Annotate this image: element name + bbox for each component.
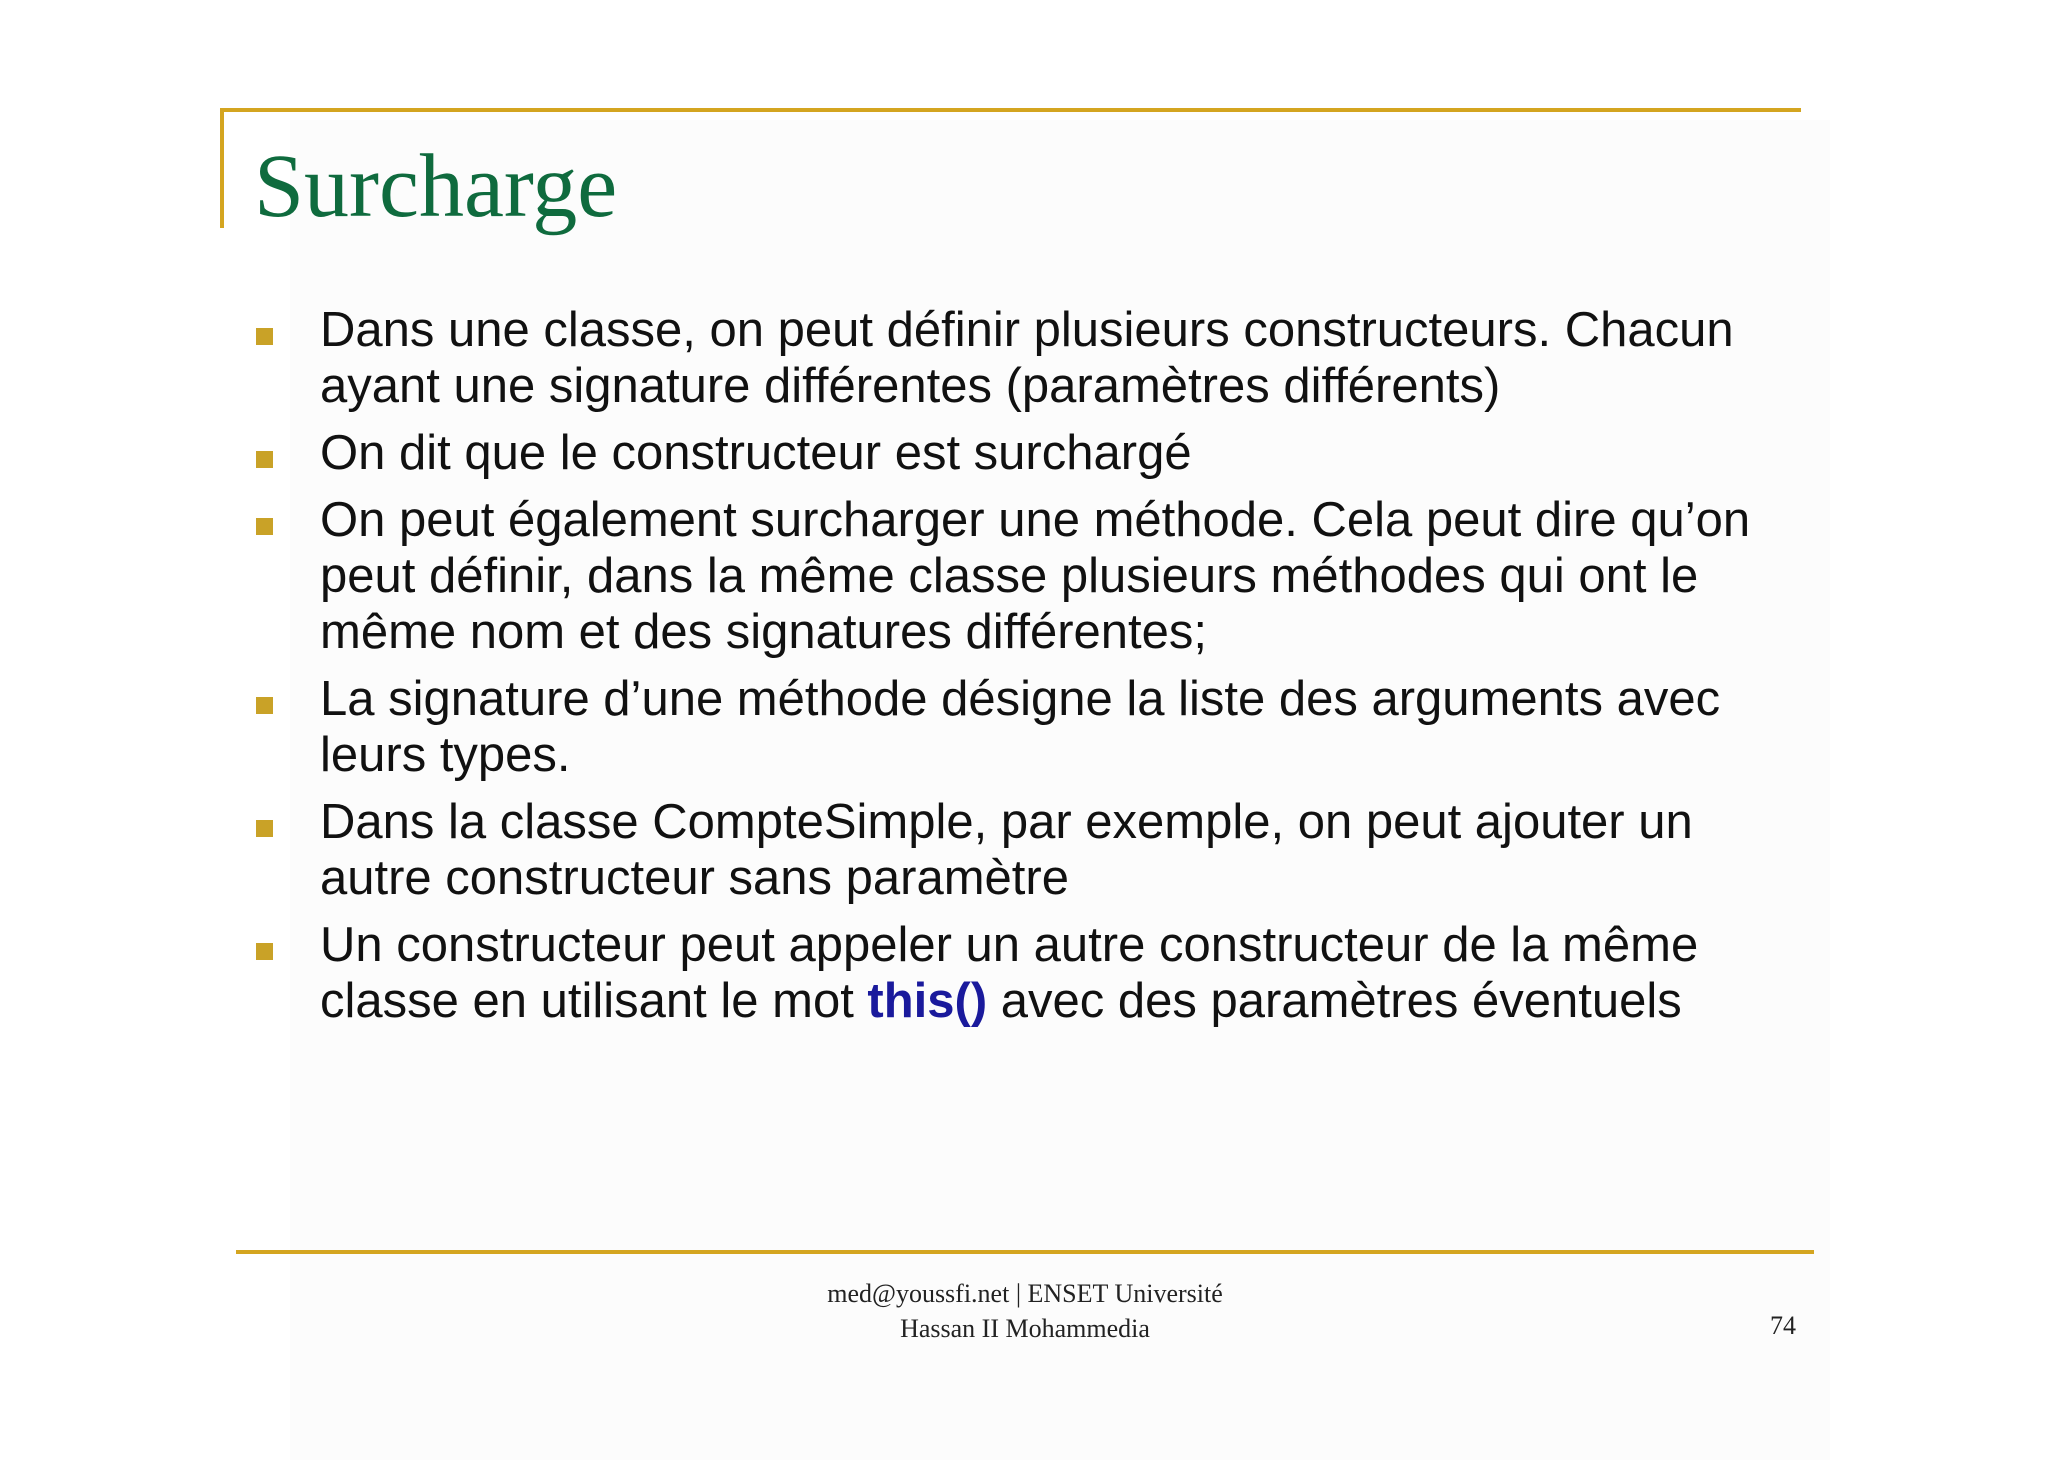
square-bullet-icon: [256, 451, 273, 468]
bullet-item: [252, 302, 1812, 414]
bullet-text: On dit que le constructeur est surchargé: [320, 426, 1192, 480]
bullet-text: La signature d’une méthode désigne la liste des arguments avec leurs types.: [320, 672, 1721, 782]
bullet-text-after: avec des paramètres éventuels: [987, 974, 1682, 1028]
title-frame-top-rule: [220, 108, 1801, 112]
square-bullet-icon: [256, 328, 273, 345]
title-frame-left-rule: [220, 108, 224, 228]
bullet-text: Dans la classe CompteSimple, par exemple, on peut ajouter un autre constructeur sans paramètre: [320, 795, 1693, 905]
bullet-item: [252, 425, 1812, 481]
bullet-item: [252, 917, 1812, 1029]
bullet-text: [320, 918, 1698, 1028]
square-bullet-icon: [256, 518, 273, 535]
page-number: 74: [1770, 1311, 1796, 1340]
footer-credit: [780, 1276, 1270, 1346]
bullet-item: [252, 492, 1812, 660]
bullet-text: On peut également surcharger une méthode. Cela peut dire qu’on peut définir, dans la même classe plusieurs méthodes qui ont le même nom et des signatures différentes;: [320, 493, 1751, 659]
bullet-text: Dans une classe, on peut définir plusieurs constructeurs. Chacun ayant une signature différentes (paramètres différents): [320, 303, 1734, 413]
code-keyword: this(): [867, 974, 988, 1028]
square-bullet-icon: [256, 820, 273, 837]
square-bullet-icon: [256, 943, 273, 960]
bullet-item: [252, 671, 1812, 783]
bullet-list: [252, 302, 1812, 1040]
footer-line-1: med@youssfi.net | ENSET Université: [827, 1279, 1223, 1308]
bullet-item: [252, 794, 1812, 906]
footer-rule: [236, 1250, 1814, 1254]
bullet-text-before: Un constructeur peut appeler un autre constructeur de la même classe en utilisant le mot: [320, 918, 1699, 1028]
slide-title: Surcharge: [254, 137, 618, 236]
square-bullet-icon: [256, 697, 273, 714]
footer-line-2: Hassan II Mohammedia: [900, 1314, 1150, 1343]
